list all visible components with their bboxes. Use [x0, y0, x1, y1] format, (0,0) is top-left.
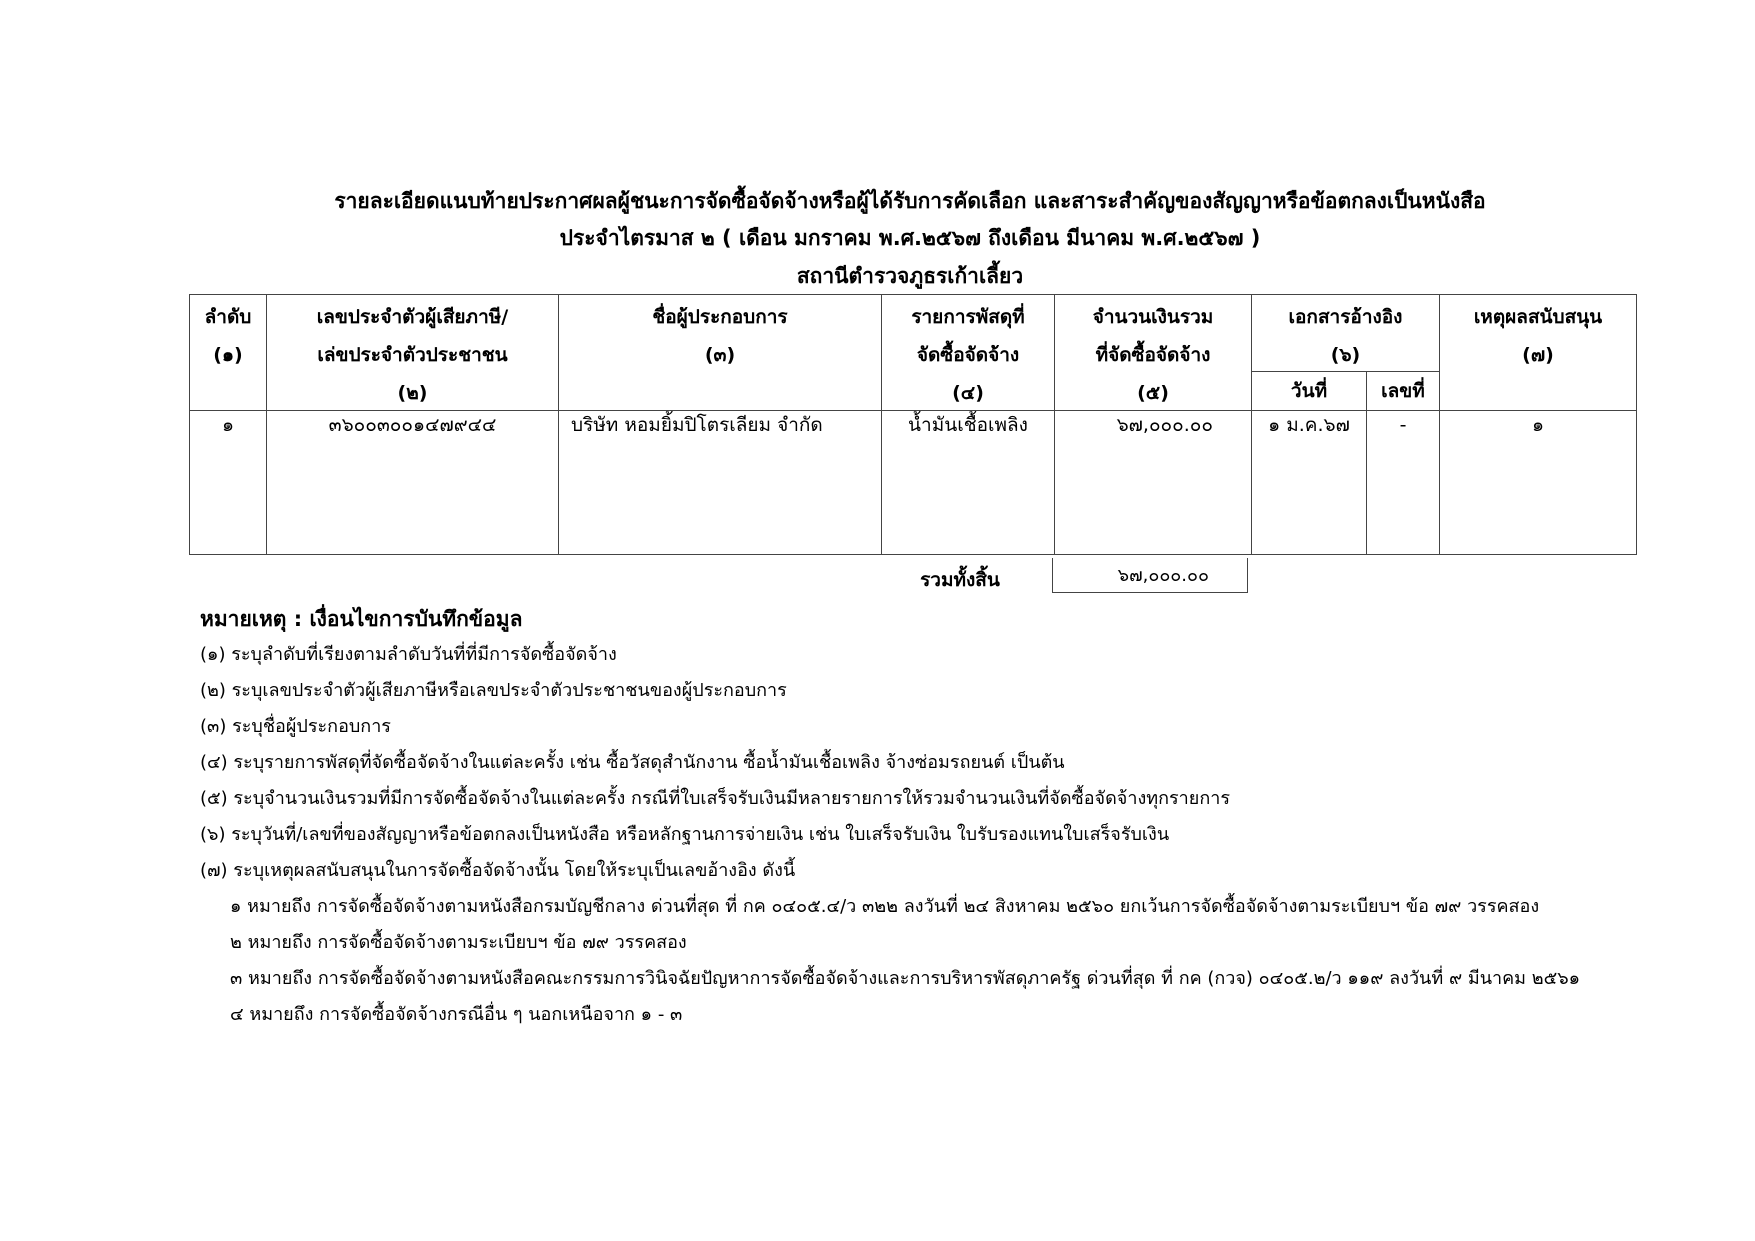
header-reason: เหตุผลสนับสนุน (๗) [1440, 295, 1637, 411]
table-header-row [190, 295, 1637, 372]
cell-ref-number: - [1367, 411, 1440, 555]
cell-vendor: บริษัท หอมยิ้มปิโตรเลียม จำกัด [559, 411, 882, 555]
note-line: (๔) ระบุรายการพัสดุที่จัดซื้อจัดจ้างในแต่ละครั้ง เช่น ซื้อวัสดุสำนักงาน ซื้อน้ำมันเชื้อเพลิง จ้างซ่อมรถยนต์ เป็นต้น [200, 752, 1065, 773]
cell-seq: ๑ [190, 411, 267, 555]
note-line: (๕) ระบุจำนวนเงินรวมที่มีการจัดซื้อจัดจ้างในแต่ละครั้ง กรณีที่ใบเสร็จรับเงินมีหลายรายการให้รวมจำนวนเงินที่จัดซื้อจัดจ้างทุกรายการ [200, 788, 1230, 809]
note-line: (๖) ระบุวันที่/เลขที่ของสัญญาหรือข้อตกลงเป็นหนังสือ หรือหลักฐานการจ่ายเงิน เช่น ใบเสร็จรับเงิน ใบรับรองแทนใบเสร็จรับเงิน [200, 824, 1170, 845]
table-row [190, 411, 1637, 555]
note-line: (๒) ระบุเลขประจำตัวผู้เสียภาษีหรือเลขประจำตัวประชาชนของผู้ประกอบการ [200, 680, 787, 701]
notes-section [200, 601, 1700, 1033]
cell-reason: ๑ [1440, 411, 1637, 555]
note-sub-line: ๒ หมายถึง การจัดซื้อจัดจ้างตามระเบียบฯ ข้อ ๗๙ วรรคสอง [230, 932, 687, 953]
header-vendor: ชื่อผู้ประกอบการ (๓) [559, 295, 882, 411]
note-sub-line: ๑ หมายถึง การจัดซื้อจัดจ้างตามหนังสือกรมบัญชีกลาง ด่วนที่สุด ที่ กค ๐๔๐๕.๔/ว ๓๒๒ ลงวันที่ ๒๔ สิงหาคม ๒๕๖๐ ยกเว้นการจัดซื้อจัดจ้างตามระเบียบฯ ข้อ ๗๙ วรรคสอง [230, 896, 1540, 917]
note-sub-line: ๓ หมายถึง การจัดซื้อจัดจ้างตามหนังสือคณะกรรมการวินิจฉัยปัญหาการจัดซื้อจัดจ้างและการบริหารพัสดุภาครัฐ ด่วนที่สุด ที่ กค (กวจ) ๐๔๐๕.๒/ว ๑๑๙ ลงวันที่ ๙ มีนาคม ๒๕๖๑ [230, 968, 1581, 989]
document-subtitle-agency: สถานีตำรวจภูธรเก้าเลี้ยว [796, 264, 1024, 288]
note-line: (๗) ระบุเหตุผลสนับสนุนในการจัดซื้อจัดจ้างนั้น โดยให้ระบุเป็นเลขอ้างอิง ดังนี้ [200, 860, 796, 881]
header-tax-id: เลขประจำตัวผู้เสียภาษี/ เล่ขประจำตัวประชาชน (๒) [267, 295, 559, 411]
note-line: (๓) ระบุชื่อผู้ประกอบการ [200, 716, 391, 737]
document-title: รายละเอียดแนบท้ายประกาศผลผู้ชนะการจัดซื้อจัดจ้างหรือผู้ได้รับการคัดเลือก และสาระสำคัญของสัญญาหรือข้อตกลงเป็นหนังสือ [334, 189, 1486, 213]
header-ref-date: วันที่ [1252, 371, 1367, 410]
total-label: รวมทั้งสิ้น [920, 569, 1000, 591]
procurement-table [189, 294, 1637, 555]
note-sub-line: ๔ หมายถึง การจัดซื้อจัดจ้างกรณีอื่น ๆ นอกเหนือจาก ๑ - ๓ [230, 1004, 683, 1025]
header-ref-number: เลขที่ [1367, 371, 1440, 410]
cell-ref-date: ๑ ม.ค.๖๗ [1252, 411, 1367, 555]
header-reference-doc: เอกสารอ้างอิง (๖) [1252, 295, 1440, 372]
total-amount-box [1052, 558, 1248, 593]
notes-title: หมายเหตุ : เงื่อนไขการบันทึกข้อมูล [200, 607, 523, 631]
cell-tax-id: ๓๖๐๐๓๐๐๑๔๗๙๔๔ [267, 411, 559, 555]
total-amount: ๖๗,๐๐๐.๐๐ [1117, 565, 1209, 586]
header-amount: จำนวนเงินรวม ที่จัดซื้อจัดจ้าง (๕) [1055, 295, 1252, 411]
document-subtitle-period: ประจำไตรมาส ๒ ( เดือน มกราคม พ.ศ.๒๕๖๗ ถึงเดือน มีนาคม พ.ศ.๒๕๖๗ ) [559, 226, 1261, 250]
note-line: (๑) ระบุลำดับที่เรียงตามลำดับวันที่ที่มีการจัดซื้อจัดจ้าง [200, 644, 617, 665]
cell-item: น้ำมันเชื้อเพลิง [882, 411, 1055, 555]
header-seq: ลำดับ (๑) [190, 295, 267, 411]
header-item: รายการพัสดุที่ จัดซื้อจัดจ้าง (๔) [882, 295, 1055, 411]
cell-amount: ๖๗,๐๐๐.๐๐ [1055, 411, 1252, 555]
